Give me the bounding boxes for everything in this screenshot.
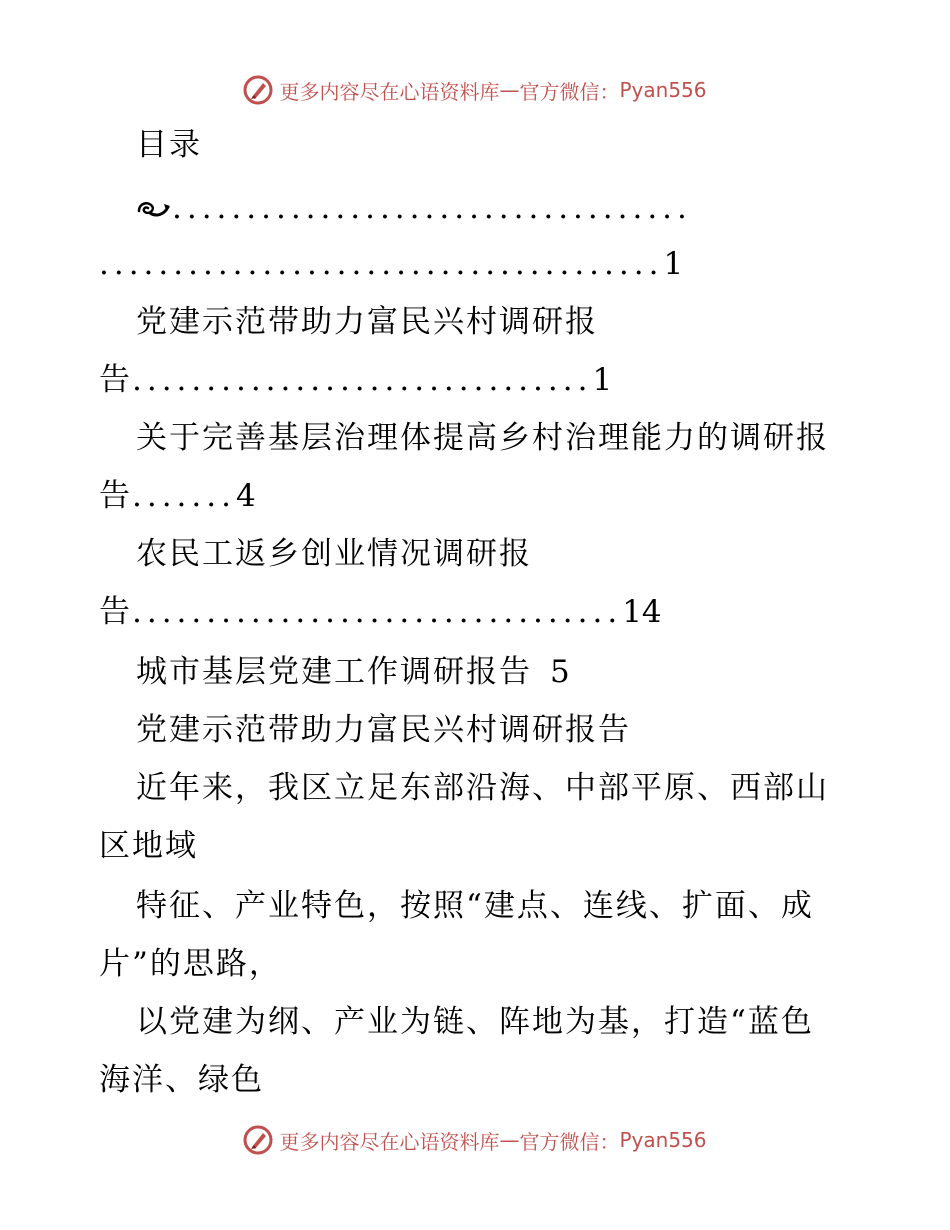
toc-entry-2-tail: 告 bbox=[99, 478, 132, 514]
toc-entry-0-line-2 bbox=[99, 244, 683, 284]
toc-entry-4-page: 5 bbox=[550, 654, 570, 690]
toc-entry-3-title: 农民工返乡创业情况调研报 bbox=[136, 536, 532, 572]
toc-entry-1-dots: ............................... bbox=[132, 362, 593, 398]
toc-entry-0-line-1 bbox=[136, 188, 692, 228]
watermark-separator: — bbox=[499, 78, 520, 102]
toc-heading: 目录 bbox=[136, 127, 202, 163]
watermark-text: 更多内容尽在心语资料库 bbox=[279, 79, 500, 104]
paragraph-2-line-2: 片”的思路， bbox=[99, 946, 282, 982]
pen-logo-icon bbox=[243, 75, 273, 105]
toc-entry-3-tail: 告 bbox=[99, 594, 132, 630]
toc-entry-4-title: 城市基层党建工作调研报告 bbox=[136, 654, 532, 690]
watermark-separator: — bbox=[499, 1128, 520, 1152]
watermark-text: 更多内容尽在心语资料库 bbox=[279, 1129, 500, 1154]
toc-entry-4 bbox=[136, 652, 570, 692]
toc-entry-1-tail: 告 bbox=[99, 362, 132, 398]
footer-watermark bbox=[0, 1120, 950, 1160]
toc-entry-2-line-2 bbox=[99, 476, 256, 516]
toc-entry-2-title: 关于完善基层治理体提高乡村治理能力的调研报 bbox=[136, 420, 829, 456]
paragraph-2-line-1: 特征、产业特色，按照“建点、连线、扩面、成 bbox=[136, 888, 814, 924]
toc-entry-2-page: 4 bbox=[235, 478, 256, 514]
paragraph-3-line-1: 以党建为纲、产业为链、阵地为基，打造“蓝色 bbox=[136, 1004, 814, 1040]
paragraph-1-line-2: 区地域 bbox=[99, 828, 198, 864]
toc-entry-0-page: 1 bbox=[663, 246, 684, 282]
watermark-account: Pyan556 bbox=[619, 78, 707, 102]
toc-entry-3-page: 14 bbox=[622, 594, 662, 630]
paragraph-1-line-1: 近年来，我区立足东部沿海、中部平原、西部山 bbox=[136, 770, 829, 806]
watermark-account: Pyan556 bbox=[619, 1128, 707, 1152]
toc-entry-1-title: 党建示范带助力富民兴村调研报 bbox=[136, 304, 598, 340]
toc-entry-0-dots-2: ...................................... bbox=[99, 246, 664, 282]
toc-entry-1-line-2 bbox=[99, 360, 612, 400]
toc-entry-3-line-2 bbox=[99, 592, 662, 632]
watermark-wechat: 官方微信： bbox=[519, 1129, 620, 1154]
toc-entry-0-dots: ................................... bbox=[172, 190, 692, 226]
toc-entry-1-page: 1 bbox=[592, 362, 613, 398]
paragraph-3-line-2: 海洋、绿色 bbox=[99, 1062, 264, 1098]
pen-logo-icon bbox=[243, 1125, 273, 1155]
watermark-wechat: 官方微信： bbox=[519, 79, 620, 104]
section-title: 党建示范带助力富民兴村调研报告 bbox=[136, 712, 631, 748]
toc-entry-3-dots: ................................. bbox=[132, 594, 623, 630]
header-watermark bbox=[0, 70, 950, 110]
toc-entry-2-dots: ....... bbox=[132, 478, 236, 514]
ornament-icon bbox=[136, 195, 172, 221]
